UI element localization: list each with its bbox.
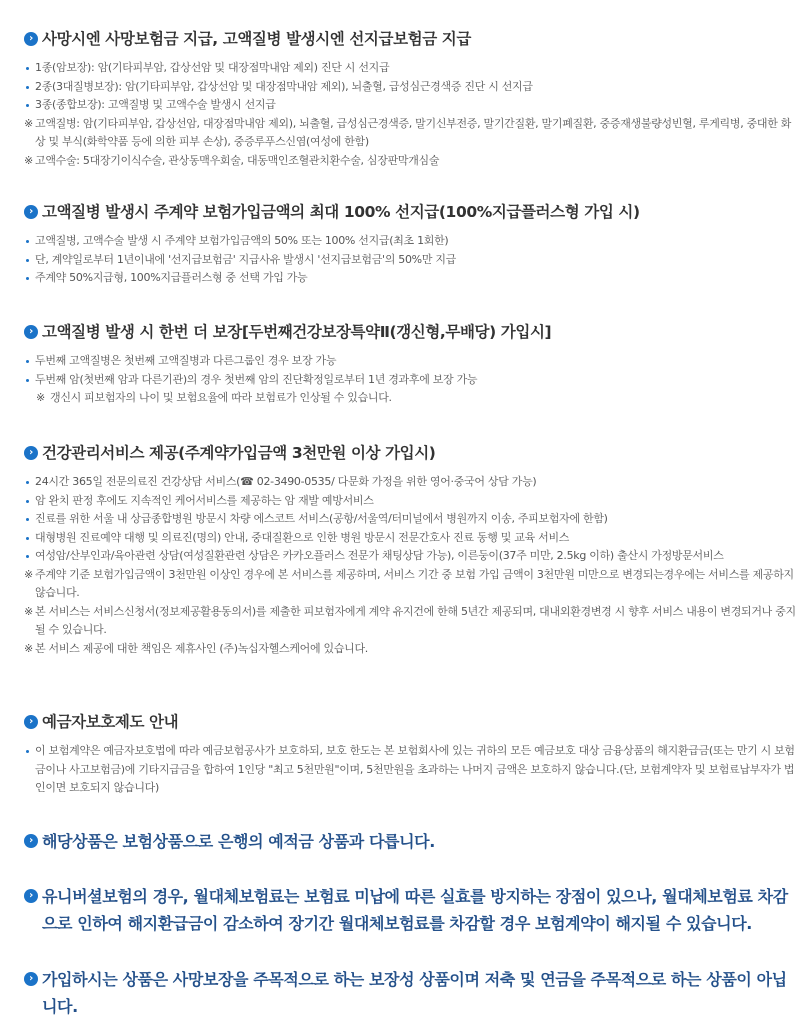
- chevron-right-icon: ›: [24, 205, 38, 219]
- list-item-text: 진료를 위한 서울 내 상급종합병원 방문시 차량 에스코트 서비스(공항/서울역/터미널에서 병원까지 이송, 주피보험자에 한함): [35, 512, 608, 525]
- list-item: [0, 371, 800, 390]
- list-item-text: 1종(암보장): 암(기타피부암, 갑상선암 및 대장점막내암 제외) 진단 시 선지급: [35, 61, 390, 74]
- notice-bank-difference: [0, 828, 800, 855]
- notice-text: [0, 883, 800, 937]
- list-item-text: 두번째 고액질병은 첫번째 고액질병과 다른그룹인 경우 보장 가능: [35, 354, 337, 367]
- list-item-text: 24시간 365일 전문의료진 건강상담 서비스(☎ 02-3490-0535/ 다문화 가정을 위한 영어·중국어 상담 가능): [35, 475, 537, 488]
- list-item: [0, 492, 800, 511]
- list-item: [0, 566, 800, 603]
- chevron-right-icon: ›: [24, 325, 38, 339]
- section-list: [0, 473, 800, 658]
- list-item-text: 고액질병: 암(기타피부암, 갑상선암, 대장점막내암 제외), 뇌출혈, 급성심근경색증, 말기신부전증, 말기간질환, 말기폐질환, 중증재생불량성빈혈, 루게릭병, 중대한 화상 및 부식(화학약품 등에 의한 피부 손상), 중증루푸스신염(여성에 한함): [35, 116, 792, 148]
- list-item-text: 암 완치 판정 후에도 지속적인 케어서비스를 제공하는 암 재발 예방서비스: [35, 493, 374, 507]
- chevron-right-icon: ›: [24, 834, 38, 848]
- note-mark: ※: [24, 604, 33, 618]
- list-item-text: 이 보험계약은 예금자보호법에 따라 예금보험공사가 보호하되, 보호 한도는 본 보험회사에 있는 귀하의 모든 예금보호 대상 금융상품의 해지환급금(또는 만기 시 보험금이나 사고보험금)에 기타지급금을 합하여 1인당 "최고 5천만원"이며, 5천만원을 초과하는 나머지 금액은 보호하지 않습니다.(단, 보험계약자 및 보험료납부자가 법인이면 보호되지 않습니다): [35, 744, 795, 794]
- section-title: 고액질병 발생 시 한번 더 보장[두번째건강보장특약Ⅱ(갱신형,무배당) 가입시]: [42, 323, 552, 341]
- list-item: [0, 59, 800, 78]
- chevron-right-icon: ›: [24, 446, 38, 460]
- section-list: [0, 352, 800, 408]
- section-heading: [0, 711, 800, 733]
- section-death-benefit: [0, 28, 800, 170]
- note-mark: ※: [24, 153, 33, 167]
- list-item: [0, 115, 800, 152]
- list-item-text: 본 서비스는 서비스신청서(정보제공활용동의서)를 제출한 피보험자에게 계약 유지건에 한해 5년간 제공되며, 대내외환경변경 시 향후 서비스 내용이 변경되거나 중지될 수 있습니다.: [35, 604, 796, 636]
- list-item: [0, 640, 800, 659]
- notice-line: 유니버셜보험의 경우, 월대체보험료는 보험료 미납에 따른 실효를 방지하는 장점이 있으나, 월대체보험료 차감으로 인하여 해지환급금이 감소하여 장기간 월대체보험료를 차감할 경우 보험계약이 해지될 수 있습니다.: [42, 887, 788, 933]
- section-heading: [0, 321, 800, 343]
- list-item: [0, 742, 800, 798]
- section-health-service: [0, 442, 800, 658]
- note-mark: ※: [24, 641, 33, 655]
- section-second-coverage: [0, 321, 800, 408]
- note-mark: ※: [24, 567, 33, 581]
- section-heading: [0, 442, 800, 464]
- note-mark: ※: [36, 391, 45, 404]
- list-item: [0, 96, 800, 115]
- section-advance-payment: [0, 201, 800, 288]
- section-deposit-protection: [0, 711, 800, 798]
- list-item: [0, 352, 800, 371]
- list-item-text: 주계약 기준 보험가입금액이 3천만원 이상인 경우에 본 서비스를 제공하며, 서비스 기간 중 보험 가입 금액이 3천만원 미만으로 변경되는경우에는 서비스를 제공하지 않습니다.: [35, 567, 794, 599]
- list-item: [0, 152, 800, 171]
- chevron-right-icon: ›: [24, 32, 38, 46]
- section-heading: [0, 201, 800, 223]
- section-heading: [0, 28, 800, 50]
- list-item: [0, 251, 800, 270]
- list-item: [0, 232, 800, 251]
- list-item: [0, 389, 800, 408]
- notice-universal-insurance: [0, 883, 800, 937]
- note-mark: ※: [24, 116, 33, 130]
- section-title: 사망시엔 사망보험금 지급, 고액질병 발생시엔 선지급보험금 지급: [42, 30, 471, 48]
- list-item: [0, 269, 800, 288]
- list-item-text: 고액수술: 5대장기이식수술, 관상동맥우회술, 대동맥인조혈관치환수술, 심장판막개심술: [35, 153, 440, 167]
- notice-text: [0, 828, 800, 855]
- list-item: [0, 603, 800, 640]
- list-item-text: 여성암/산부인과/육아관련 상담(여성질환관련 상담은 카카오플러스 전문가 채팅상담 가능), 이른둥이(37주 미만, 2.5kg 이하) 출산시 가정방문서비스: [35, 549, 724, 562]
- section-list: [0, 59, 800, 170]
- section-list: [0, 232, 800, 288]
- list-item-text: 주계약 50%지급형, 100%지급플러스형 중 선택 가입 가능: [35, 271, 308, 284]
- list-item-text: 3종(종합보장): 고액질병 및 고액수술 발생시 선지급: [35, 98, 276, 111]
- list-item-text: 두번째 암(첫번째 암과 다른기관)의 경우 첫번째 암의 진단확정일로부터 1년 경과후에 보장 가능: [35, 372, 478, 386]
- list-item: [0, 510, 800, 529]
- list-item: [0, 473, 800, 492]
- section-title: 건강관리서비스 제공(주계약가입금액 3천만원 이상 가입시): [42, 444, 436, 462]
- list-item-text: 갱신시 피보험자의 나이 및 보험요율에 따라 보험료가 인상될 수 있습니다.: [50, 391, 392, 404]
- list-item: [0, 547, 800, 566]
- chevron-right-icon: ›: [24, 889, 38, 903]
- chevron-right-icon: ›: [24, 715, 38, 729]
- list-item-text: 2종(3대질병보장): 암(기타피부암, 갑상선암 및 대장점막내암 제외), 뇌출혈, 급성심근경색증 진단 시 선지급: [35, 79, 533, 93]
- section-title: 고액질병 발생시 주계약 보험가입금액의 최대 100% 선지급(100%지급플러스형 가입 시): [42, 203, 640, 221]
- section-title: 예금자보호제도 안내: [42, 713, 179, 731]
- list-item-text: 단, 계약일로부터 1년이내에 '선지급보험금' 지급사유 발생시 '선지급보험금'의 50%만 지급: [35, 252, 456, 266]
- notice-text: [0, 966, 800, 1020]
- chevron-right-icon: ›: [24, 972, 38, 986]
- notice-protection-product: [0, 966, 800, 1020]
- list-item-text: 대형병원 진료예약 대행 및 의료진(명의) 안내, 중대질환으로 인한 병원 방문시 전문간호사 진료 동행 및 교육 서비스: [35, 530, 570, 544]
- notice-line: 해당상품은 보험상품으로 은행의 예적금 상품과 다릅니다.: [42, 832, 435, 851]
- list-item-text: 고액질병, 고액수술 발생 시 주계약 보험가입금액의 50% 또는 100% 선지급(최초 1회한): [35, 234, 449, 247]
- list-item: [0, 529, 800, 548]
- list-item-text: 본 서비스 제공에 대한 책임은 제휴사인 (주)녹십자헬스케어에 있습니다.: [35, 641, 369, 655]
- section-list: [0, 742, 800, 798]
- list-item: [0, 78, 800, 97]
- notice-line: 가입하시는 상품은 사망보장을 주목적으로 하는 보장성 상품이며 저축 및 연금을 주목적으로 하는 상품이 아닙니다.: [42, 970, 787, 1016]
